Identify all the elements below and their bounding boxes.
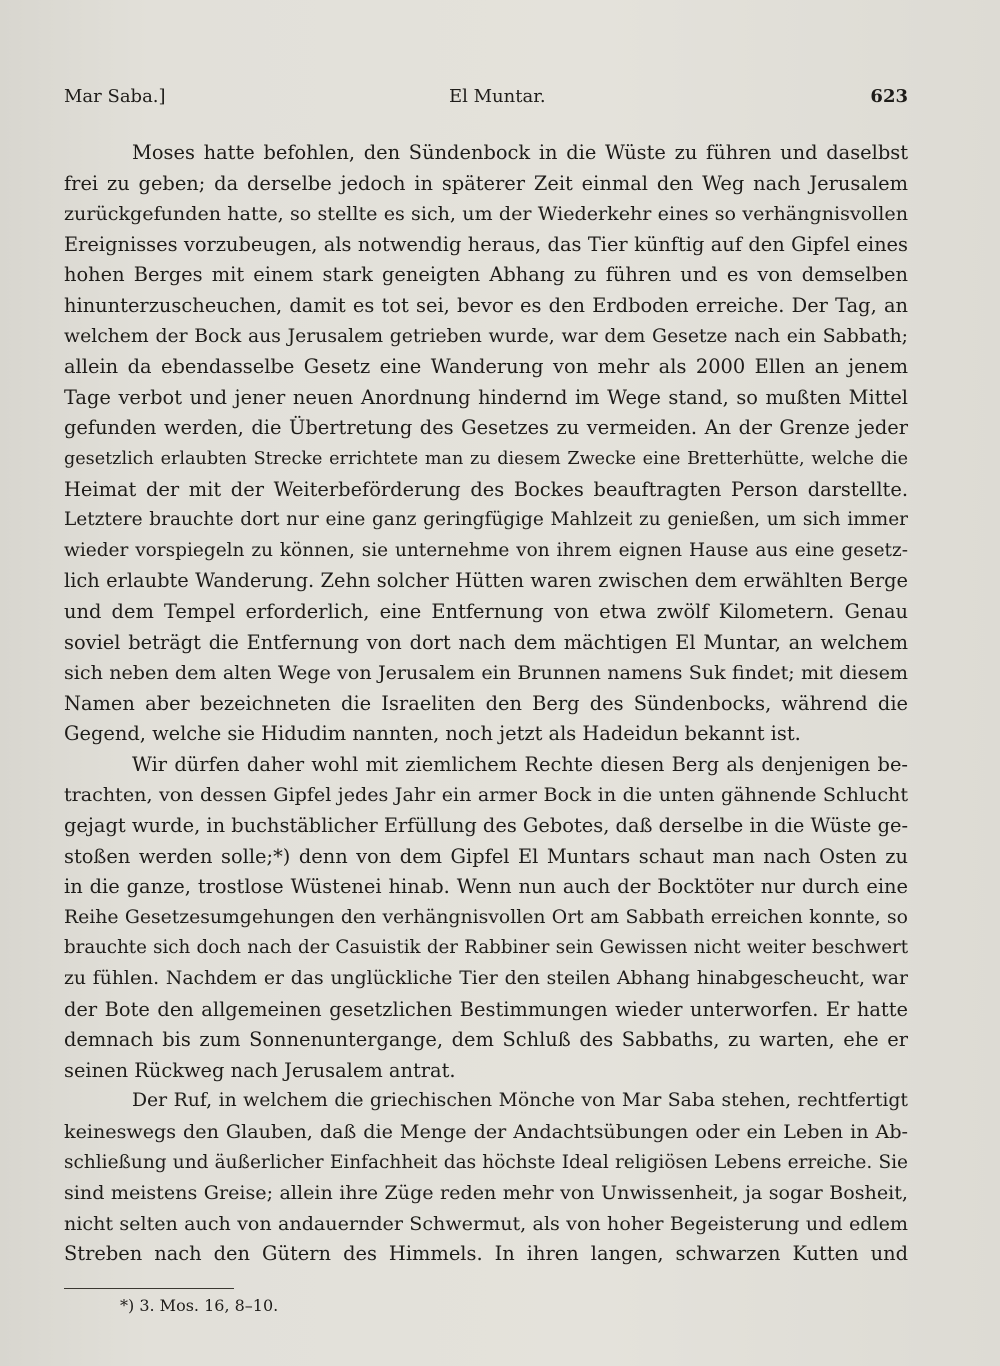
text-line: schließung und äußerlicher Einfachheit das höchste Ideal religiösen Lebens erreiche. Sie <box>64 1151 908 1173</box>
text-line: Letztere brauchte dort nur eine ganz geringfügige Mahlzeit zu genießen, um sich immer <box>64 509 908 531</box>
page-number: 623 <box>870 86 908 107</box>
text-line: sind meistens Greise; allein ihre Züge reden mehr von Unwissenheit, ja sogar Bosheit, <box>64 1181 908 1205</box>
text-line: zurückgefunden hatte, so stellte es sich, um der Wiederkehr eines so verhängnisvollen <box>64 202 908 226</box>
running-head <box>64 86 908 116</box>
text-line: keineswegs den Glauben, daß die Menge der Andachtsübungen oder ein Leben in Ab- <box>64 1120 908 1143</box>
text-line: der Bote den allgemeinen gesetzlichen Bestimmungen wieder unterworfen. Er hatte <box>64 997 908 1021</box>
text-line: Moses hatte befohlen, den Sündenbock in die Wüste zu führen und daselbst <box>132 141 908 164</box>
text-line: nicht selten auch von andauernder Schwermut, als von hoher Begeisterung und edlem <box>64 1211 908 1235</box>
text-line: gesetzlich erlaubten Strecke errichtete man zu diesem Zwecke eine Bretterhütte, welche die <box>64 448 908 469</box>
text-line: lich erlaubte Wanderung. Zehn solcher Hütten waren zwischen dem erwählten Berge <box>64 569 908 593</box>
text-line: Wir dürfen daher wohl mit ziemlichem Rechte diesen Berg als denjenigen be- <box>132 752 908 776</box>
text-line: Gegend, welche sie Hidudim nannten, noch jetzt als Hadeidun bekannt ist. <box>64 722 801 746</box>
text-line: seinen Rückweg nach Jerusalem antrat. <box>64 1058 456 1082</box>
text-line: in die ganze, trostlose Wüstenei hinab. Wenn nun auch der Bocktöter nur durch eine <box>64 875 908 899</box>
running-head-title: El Muntar. <box>449 86 546 107</box>
text-line: allein da ebendasselbe Gesetz eine Wanderung von mehr als 2000 Ellen an jenem <box>64 355 908 379</box>
footnote-rule <box>64 1288 234 1289</box>
text-line: Heimat der mit der Weiterbeförderung des Bockes beauftragten Person darstellte. <box>64 477 908 501</box>
text-line: gejagt wurde, in buchstäblicher Erfüllung des Gebotes, daß derselbe in die Wüste ge- <box>64 814 908 838</box>
text-line: trachten, von dessen Gipfel jedes Jahr ein armer Bock in die unten gähnende Schlucht <box>64 783 908 807</box>
text-line: Namen aber bezeichneten die Israeliten den Berg des Sündenbocks, während die <box>64 691 908 715</box>
text-line: hohen Berges mit einem stark geneigten Abhang zu führen und es von demselben <box>64 263 908 287</box>
text-line: stoßen werden solle;*) denn von dem Gipfel El Muntars schaut man nach Osten zu <box>64 844 908 868</box>
text-line: Reihe Gesetzesumgehungen den verhängnisvollen Ort am Sabbath erreichen konnte, so <box>64 906 908 928</box>
text-line: zu fühlen. Nachdem er das unglückliche Tier den steilen Abhang hinabgescheucht, war <box>64 968 908 990</box>
text-line: demnach bis zum Sonnenuntergange, dem Schluß des Sabbaths, zu warten, ehe er <box>64 1028 908 1052</box>
text-line: Tage verbot und jener neuen Anordnung hindernd im Wege stand, so mußten Mittel <box>64 385 908 409</box>
text-line: Der Ruf, in welchem die griechischen Mönche von Mar Saba stehen, rechtfertigt <box>132 1090 908 1112</box>
text-line: Ereignisses vorzubeugen, als notwendig heraus, das Tier künftig auf den Gipfel eines <box>64 232 908 256</box>
text-line: welchem der Bock aus Jerusalem getrieben wurde, war dem Gesetze nach ein Sabbath; <box>64 325 908 347</box>
text-line: und dem Tempel erforderlich, eine Entfernung von etwa zwölf Kilometern. Genau <box>64 599 908 623</box>
text-line: frei zu geben; da derselbe jedoch in späterer Zeit einmal den Weg nach Jerusalem <box>64 171 908 195</box>
text-line: sich neben dem alten Wege von Jerusalem ein Brunnen namens Suk findet; mit diesem <box>64 661 908 685</box>
text-line: hinunterzuscheuchen, damit es tot sei, bevor es den Erdboden erreiche. Der Tag, an <box>64 293 908 317</box>
running-head-section: Mar Saba.] <box>64 86 166 107</box>
text-line: gefunden werden, die Übertretung des Gesetzes zu vermeiden. An der Grenze jeder <box>64 416 908 440</box>
body-text <box>64 138 908 1270</box>
text-line: wieder vorspiegeln zu können, sie unternehme von ihrem eignen Hause aus eine gesetz- <box>64 539 908 561</box>
text-line: Streben nach den Gütern des Himmels. In ihren langen, schwarzen Kutten und <box>64 1242 908 1266</box>
text-line: soviel beträgt die Entfernung von dort nach dem mächtigen El Muntar, an welchem <box>64 630 908 654</box>
footnote: *) 3. Mos. 16, 8–10. <box>120 1296 279 1315</box>
text-line: brauchte sich doch nach der Casuistik der Rabbiner sein Gewissen nicht weiter beschwert <box>64 937 908 959</box>
